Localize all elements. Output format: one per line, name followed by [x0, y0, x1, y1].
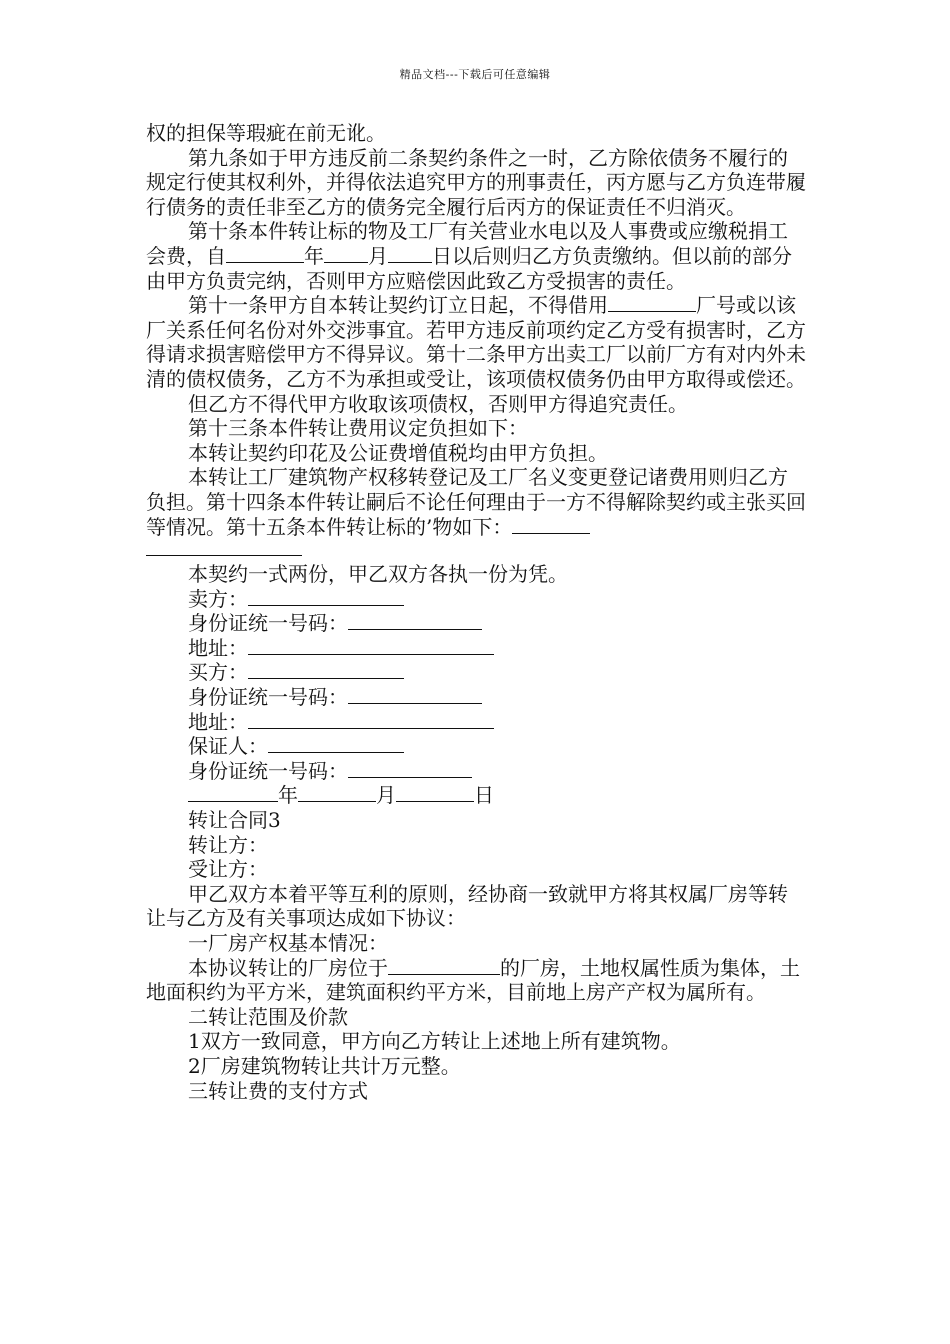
contract-3-title: 转让合同3: [188, 808, 281, 833]
buyer-id-line: 身份证统一号码：: [146, 685, 806, 710]
blank-object-list[interactable]: [512, 515, 590, 534]
blank-seller-id[interactable]: [348, 611, 482, 630]
guarantor-id-line: 身份证统一号码：: [146, 759, 806, 784]
article-10: 第十条本件转让标的物及工厂有关营业水电以及人事费或应缴税捐工会费，自 年 月 日以后则归乙方负责缴纳。但以前的部分由甲方负责完纳，否则甲方应赔偿因此致乙方受损害的责任。: [146, 219, 792, 293]
buyer-address-line: 地址：: [146, 710, 806, 735]
blank-guarantor[interactable]: [268, 734, 404, 753]
article-14-15: 本转让工厂建筑物产权移转登记及工厂名义变更登记诸费用则归乙方负担。第十四条本件转让嗣后不论任何理由于一方不得解除契约或主张买回等情况。第十五条本件转让标的’物如下：: [146, 465, 806, 539]
blank-seller-address[interactable]: [248, 636, 494, 655]
guarantor-line: 保证人：: [146, 734, 806, 759]
section-2-heading: 二转让范围及价款: [188, 1004, 348, 1029]
blank-day[interactable]: [388, 244, 432, 263]
seller-id-line: 身份证统一号码：: [146, 611, 806, 636]
paragraph-continuation: 权的担保等瑕疵在前无讹。: [146, 121, 386, 145]
blank-month[interactable]: [324, 244, 368, 263]
blank-buyer-id[interactable]: [348, 685, 482, 704]
article-11: 第十一条甲方自本转让契约订立日起，不得借用 厂号或以该厂关系任何名份对外交涉事宜。若甲方违反前项约定乙方受有损害时，乙方得请求损害赔偿甲方不得异议。第十二条甲方出卖工厂以前厂方有对内外未清的债权债务，乙方不为承担或受让，该项债权债务仍由甲方取得或偿还。: [146, 293, 806, 391]
page-header: 精品文档---下载后可任意编辑: [399, 68, 551, 81]
paragraph-claims: 但乙方不得代甲方收取该项债权，否则甲方得追究责任。: [188, 391, 688, 416]
paragraph-stamp-duty: 本转让契约印花及公证费增值税均由甲方负担。: [188, 440, 608, 465]
buyer-line: 买方：: [146, 660, 806, 685]
blank-date-day[interactable]: [396, 783, 474, 802]
date-line: 年 月 日: [146, 783, 806, 808]
blank-year[interactable]: [226, 244, 304, 263]
blank-buyer[interactable]: [248, 660, 404, 679]
blank-date-month[interactable]: [298, 783, 376, 802]
document-body: [146, 121, 806, 1103]
seller-line: 卖方：: [146, 587, 806, 612]
blank-factory-name[interactable]: [608, 293, 696, 312]
paragraph-copies: 本契约一式两份，甲乙双方各执一份为凭。: [188, 562, 568, 587]
blank-buyer-address[interactable]: [248, 710, 494, 729]
article-9: 第九条如于甲方违反前二条契约条件之一时，乙方除依债务不履行的规定行使其权利外，并得依法追究甲方的刑事责任，丙方愿与乙方负连带履行债务的责任非至乙方的债务完全履行后丙方的保证责任不归消灭。: [146, 145, 806, 219]
section-3-heading: 三转让费的支付方式: [188, 1078, 368, 1103]
section-2-item-2: 2厂房建筑物转让共计万元整。: [188, 1053, 461, 1078]
seller-address-line: 地址：: [146, 636, 806, 661]
section-1-body: 本协议转让的厂房位于 的厂房，土地权属性质为集体，土地面积约为平方米，建筑面积约平方米，目前地上房产产权为属所有。: [146, 955, 800, 1005]
blank-factory-location[interactable]: [388, 956, 500, 975]
blank-seller[interactable]: [248, 587, 404, 606]
blank-date-year[interactable]: [188, 783, 278, 802]
article-13: 第十三条本件转让费用议定负担如下：: [188, 416, 528, 441]
section-2-item-1: 1双方一致同意，甲方向乙方转让上述地上所有建筑物。: [188, 1029, 681, 1054]
blank-object-list-continued[interactable]: [146, 539, 302, 556]
blank-guarantor-id[interactable]: [348, 759, 472, 778]
contract-3-preamble: 甲乙双方本着平等互利的原则，经协商一致就甲方将其权属厂房等转让与乙方及有关事项达成如下协议：: [146, 881, 788, 931]
section-1-heading: 一厂房产权基本情况：: [188, 931, 388, 955]
transferor-label: 转让方：: [188, 832, 268, 857]
transferee-label: 受让方：: [188, 857, 268, 882]
